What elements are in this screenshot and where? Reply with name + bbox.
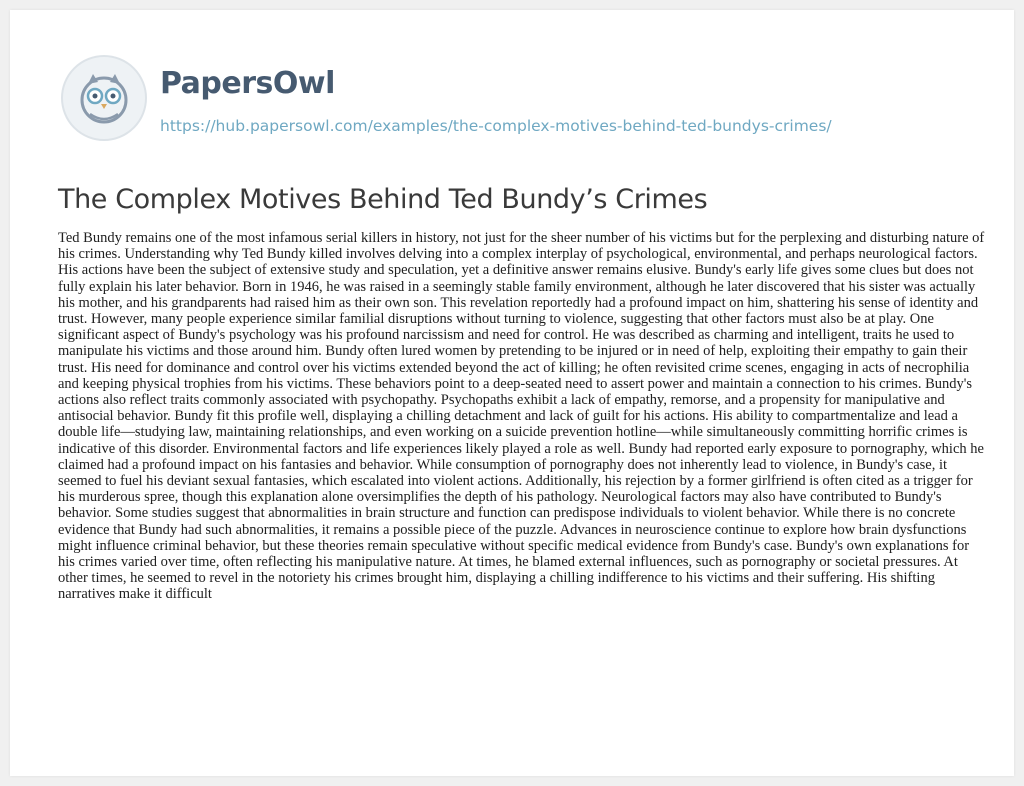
brand-name: PapersOwl	[160, 66, 335, 101]
article-title: The Complex Motives Behind Ted Bundy’s Crimes	[58, 184, 708, 215]
owl-logo-icon	[60, 54, 148, 142]
document-page	[10, 10, 1014, 776]
article-body: Ted Bundy remains one of the most infamous serial killers in history, not just for the sheer number of his victims but for the perplexing and disturbing nature of his crimes. Understanding why Ted Bundy killed involves delving into a complex interplay of psychological, environmental, and perhaps neurological factors. His actions have been the subject of extensive study and speculation, yet a definitive answer remains elusive. Bundy's early life gives some clues but does not fully explain his later behavior. Born in 1946, he was raised in a seemingly stable family environment, although he later discovered that his sister was actually his mother, and his grandparents had raised him as their own son. This revelation reportedly had a profound impact on him, shattering his sense of identity and trust. However, many people experience similar familial disruptions without turning to violence, suggesting that other factors must also be at play. One significant aspect of Bundy's psychology was his profound narcissism and need for control. He was described as charming and intelligent, traits he used to manipulate his victims and those around him. Bundy often lured women by pretending to be injured or in need of help, exploiting their empathy to gain their trust. His need for dominance and control over his victims extended beyond the act of killing; he often revisited crime scenes, engaging in acts of necrophilia and keeping physical trophies from his victims. These behaviors point to a deep-seated need to assert power and maintain a connection to his crimes. Bundy's actions also reflect traits commonly associated with psychopathy. Psychopaths exhibit a lack of empathy, remorse, and a propensity for manipulative and antisocial behavior. Bundy fit this profile well, displaying a chilling detachment and lack of guilt for his actions. His ability to compartmentalize and lead a double life—studying law, maintaining relationships, and even working on a suicide prevention hotline—while simultaneously committing horrific crimes is indicative of this disorder. Environmental factors and life experiences likely played a role as well. Bundy had reported early exposure to pornography, which he claimed had a profound impact on his fantasies and behavior. While consumption of pornography does not inherently lead to violence, in Bundy's case, it seemed to fuel his deviant sexual fantasies, which escalated into violent actions. Additionally, his rejection by a former girlfriend is often cited as a trigger for his murderous spree, though this explanation alone oversimplifies the depth of his pathology. Neurological factors may also have contributed to Bundy's behavior. Some studies suggest that abnormalities in brain structure and function can predispose individuals to violent behavior. While there is no concrete evidence that Bundy had such abnormalities, it remains a possible piece of the puzzle. Advances in neuroscience continue to explore how brain dysfunctions might influence criminal behavior, but these theories remain speculative without specific medical evidence from Bundy's case. Bundy's own explanations for his crimes varied over time, often reflecting his manipulative nature. At times, he blamed external influences, such as pornography or societal pressures. At other times, he seemed to revel in the notoriety his crimes brought him, displaying a chilling indifference to his victims and their suffering. His shifting narratives make it difficult	[58, 230, 985, 603]
source-url-link[interactable]: https://hub.papersowl.com/examples/the-complex-motives-behind-ted-bundys-crimes/	[160, 117, 832, 135]
